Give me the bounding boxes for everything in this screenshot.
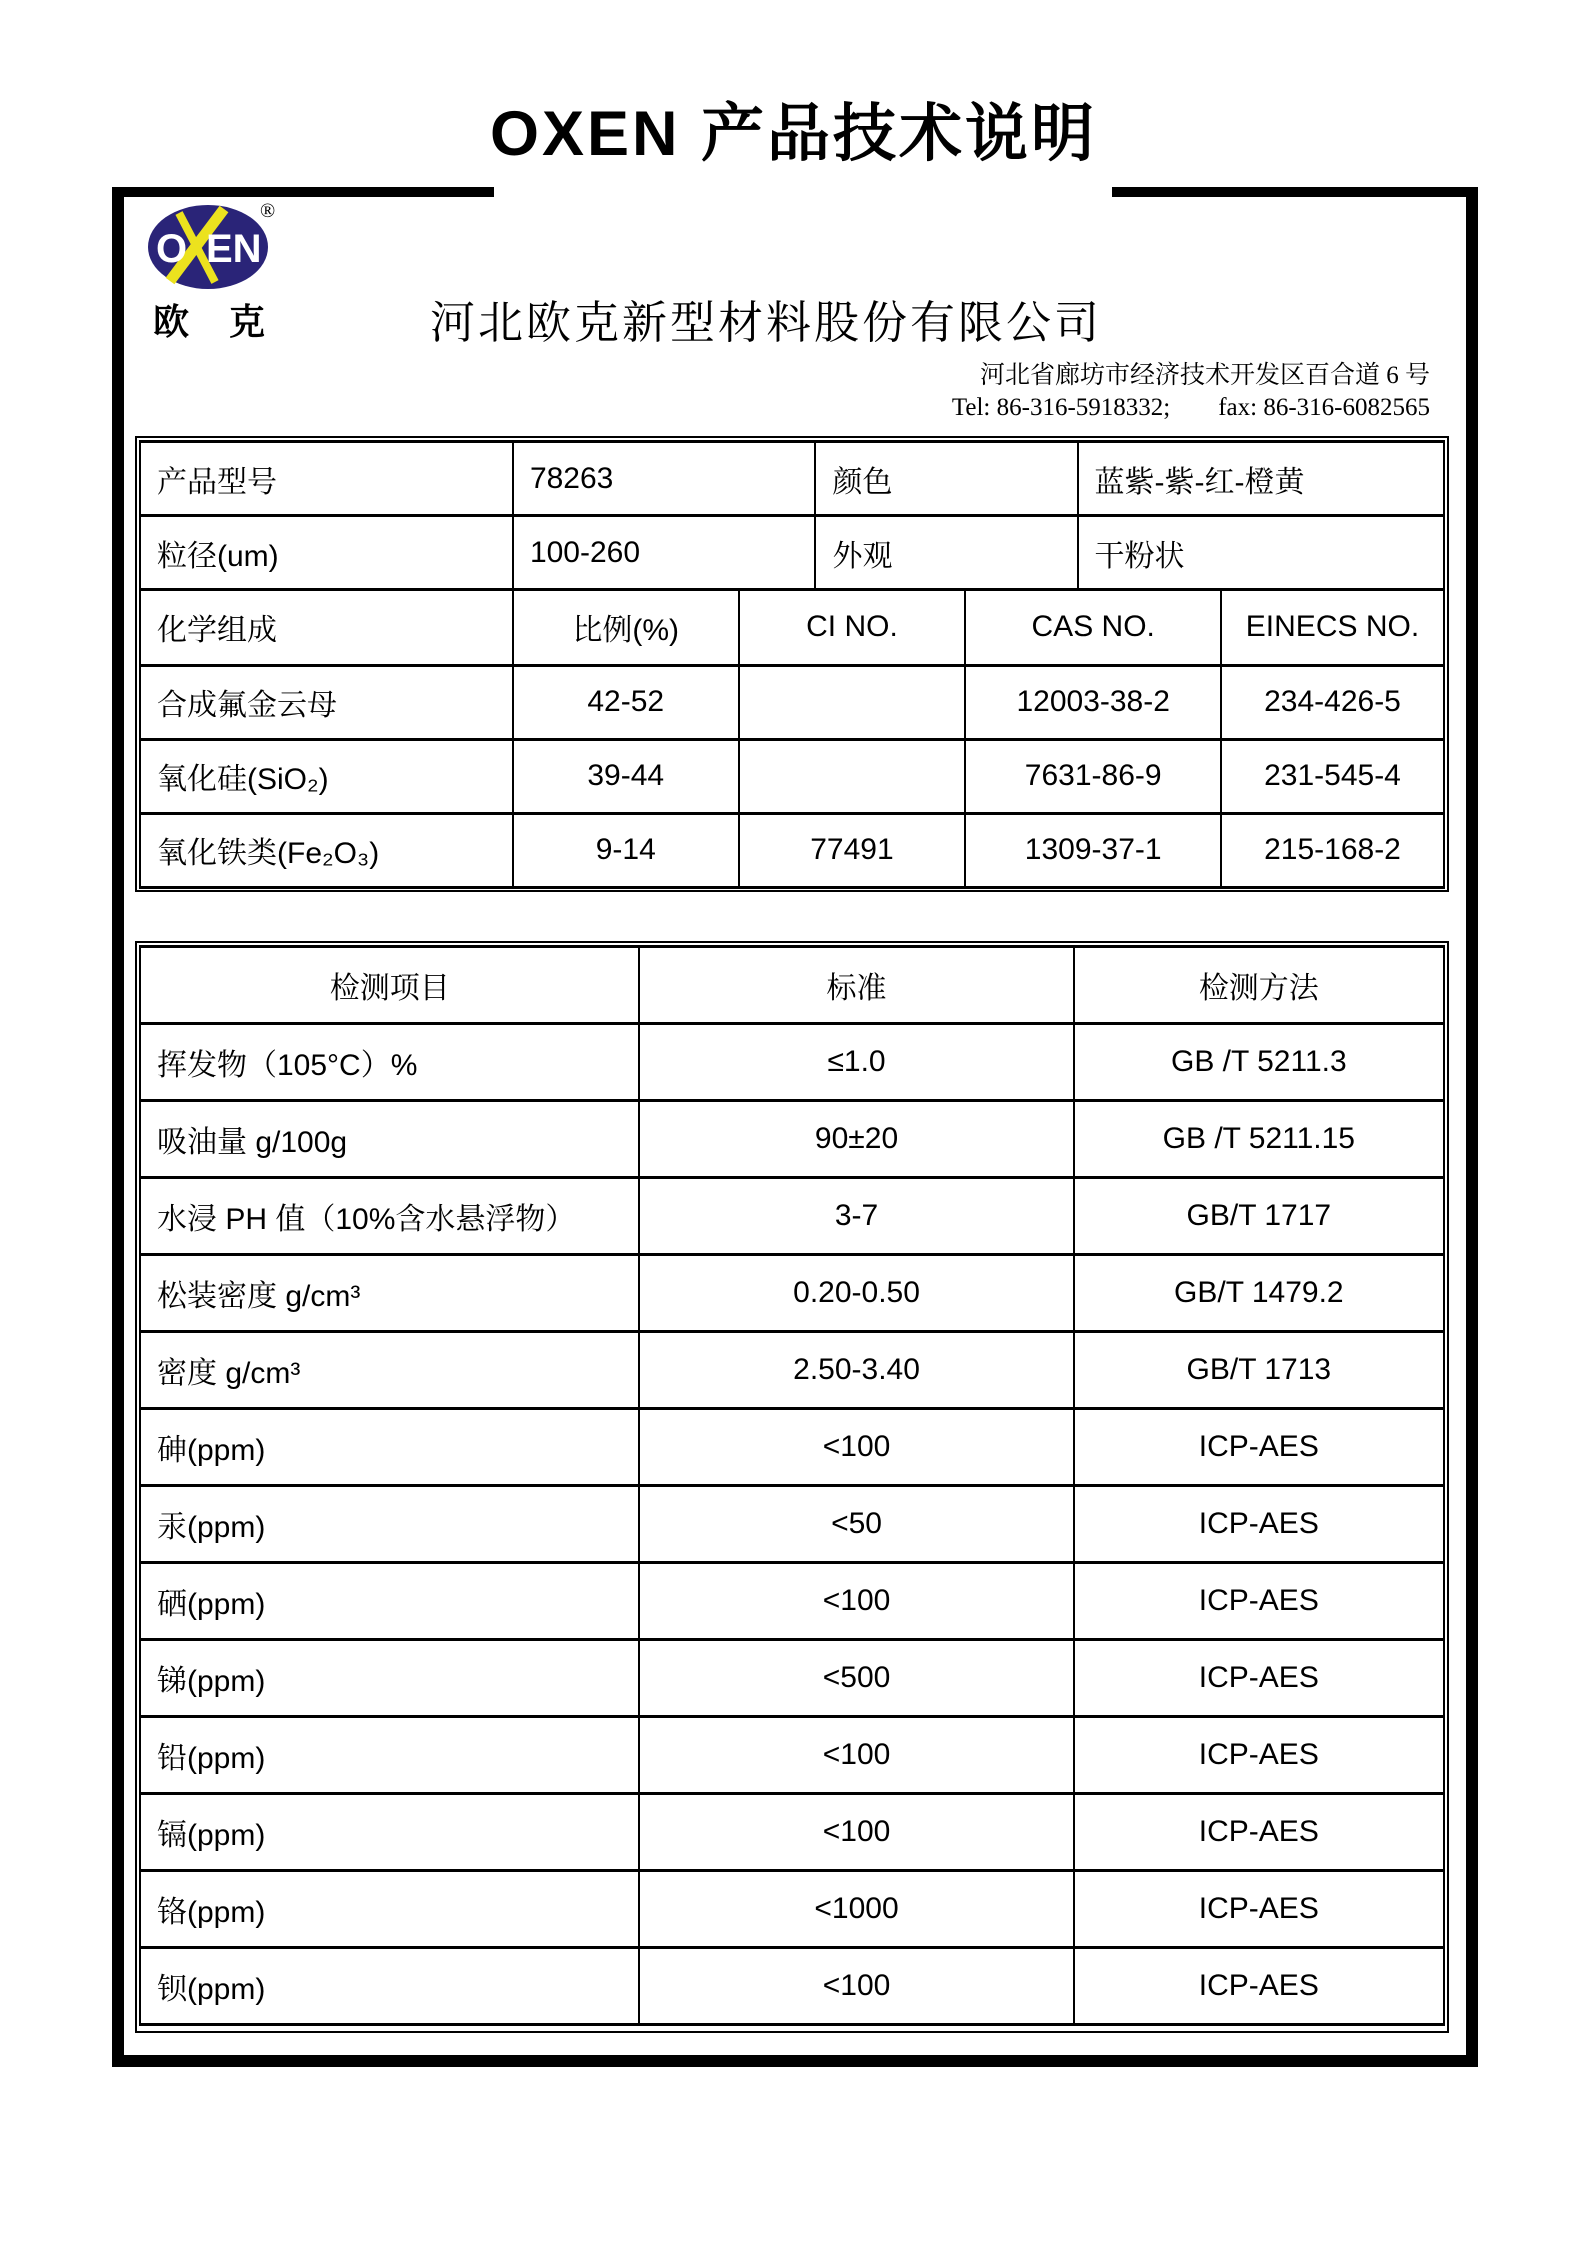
table-cell: <50 (639, 1486, 1073, 1563)
logo-char-left: 欧 (153, 301, 190, 342)
table-cell: 松装密度 g/cm³ (140, 1255, 639, 1332)
fax-number: fax: 86-316-6082565 (1218, 394, 1430, 421)
table-cell: 9-14 (513, 813, 739, 887)
table-row (140, 1101, 1444, 1178)
table-row (140, 665, 1444, 739)
company-name: 河北欧克新型材料股份有限公司 (430, 298, 1103, 348)
table-cell: 水浸 PH 值（10%含水悬浮物） (140, 1178, 639, 1255)
table-cell: 粒径(um) (140, 516, 513, 590)
table-cell: 合成氟金云母 (140, 665, 513, 739)
table-cell: ICP-AES (1074, 1794, 1444, 1871)
logo-letters-en: EN (206, 227, 262, 271)
table-cell: 231-545-4 (1221, 739, 1444, 813)
company-phone-line (952, 392, 1430, 424)
table-cell: ICP-AES (1074, 1948, 1444, 2025)
table-row (140, 739, 1444, 813)
table-row (140, 1024, 1444, 1101)
table-cell: 1309-37-1 (965, 813, 1221, 887)
product-spec-table (135, 436, 1449, 892)
logo-char-right: 克 (228, 301, 265, 342)
table-row (140, 1871, 1444, 1948)
table-header-row (140, 591, 1444, 665)
table-cell: <100 (639, 1794, 1073, 1871)
table-row (140, 813, 1444, 887)
table-cell: ICP-AES (1074, 1409, 1444, 1486)
table-cell: <100 (639, 1409, 1073, 1486)
table-cell: GB/T 1717 (1074, 1178, 1444, 1255)
table-cell: 78263 (513, 442, 816, 516)
title-rule-right (1112, 187, 1478, 197)
table-cell: 90±20 (639, 1101, 1073, 1178)
table-cell: 检测项目 (140, 947, 639, 1024)
table-cell: 吸油量 g/100g (140, 1101, 639, 1178)
table-row (140, 516, 1444, 590)
table-cell: CAS NO. (965, 591, 1221, 665)
logo-chinese-name (153, 294, 265, 345)
company-logo (146, 203, 274, 291)
tel-number: Tel: 86-316-5918332; (951, 394, 1171, 421)
table-cell: 0.20-0.50 (639, 1255, 1073, 1332)
table-cell: 234-426-5 (1221, 665, 1444, 739)
table-header-row (140, 947, 1444, 1024)
table-cell: 密度 g/cm³ (140, 1332, 639, 1409)
table-cell: ICP-AES (1074, 1717, 1444, 1794)
table-row (140, 1717, 1444, 1794)
table-cell: 39-44 (513, 739, 739, 813)
table-cell: CI NO. (739, 591, 966, 665)
table-row (140, 1332, 1444, 1409)
table-cell: 镉(ppm) (140, 1794, 639, 1871)
table-cell: EINECS NO. (1221, 591, 1444, 665)
page-title: OXEN 产品技术说明 (489, 99, 1098, 169)
registered-trademark-icon: ® (260, 200, 276, 222)
table-cell: GB/T 1479.2 (1074, 1255, 1444, 1332)
table-cell: 蓝紫-紫-红-橙黄 (1078, 442, 1444, 516)
test-items-table (135, 941, 1449, 2033)
title-rule-left (112, 187, 494, 197)
page-border-bottom (112, 2055, 1478, 2067)
table-cell: 硒(ppm) (140, 1563, 639, 1640)
table-cell: 挥发物（105°C）% (140, 1024, 639, 1101)
test-items-grid (139, 945, 1445, 2026)
table-cell (739, 665, 966, 739)
table-cell: 氧化铁类(Fe₂O₃) (140, 813, 513, 887)
table-row (140, 1640, 1444, 1717)
table-cell: <100 (639, 1948, 1073, 2025)
product-info-grid (139, 440, 1445, 591)
table-cell: 砷(ppm) (140, 1409, 639, 1486)
table-cell: 颜色 (815, 442, 1077, 516)
logo-letter-o: O (156, 227, 188, 271)
table-cell: 12003-38-2 (965, 665, 1221, 739)
table-cell: <100 (639, 1563, 1073, 1640)
table-row (140, 1255, 1444, 1332)
table-cell: 100-260 (513, 516, 816, 590)
table-cell: 外观 (815, 516, 1077, 590)
table-cell: 检测方法 (1074, 947, 1444, 1024)
table-cell: 铬(ppm) (140, 1871, 639, 1948)
table-row (140, 1486, 1444, 1563)
table-cell: 钡(ppm) (140, 1948, 639, 2025)
table-cell: ≤1.0 (639, 1024, 1073, 1101)
table-cell (739, 739, 966, 813)
table-cell: 干粉状 (1078, 516, 1444, 590)
company-address: 河北省廊坊市经济技术开发区百合道 6 号 (979, 362, 1430, 389)
table-cell: ICP-AES (1074, 1486, 1444, 1563)
table-cell: 汞(ppm) (140, 1486, 639, 1563)
composition-grid (139, 591, 1445, 889)
table-row (140, 1178, 1444, 1255)
table-cell: 7631-86-9 (965, 739, 1221, 813)
table-cell: ICP-AES (1074, 1640, 1444, 1717)
table-cell: 标准 (639, 947, 1073, 1024)
table-cell: 比例(%) (513, 591, 739, 665)
table-cell: GB/T 1713 (1074, 1332, 1444, 1409)
table-cell: ICP-AES (1074, 1563, 1444, 1640)
table-cell: 化学组成 (140, 591, 513, 665)
oxen-logo-icon (146, 203, 274, 291)
table-cell: <100 (639, 1717, 1073, 1794)
table-cell: 215-168-2 (1221, 813, 1444, 887)
page-border-left (112, 187, 124, 2067)
table-cell: 氧化硅(SiO₂) (140, 739, 513, 813)
table-cell: 3-7 (639, 1178, 1073, 1255)
table-cell: ICP-AES (1074, 1871, 1444, 1948)
table-cell: 42-52 (513, 665, 739, 739)
table-cell: GB /T 5211.15 (1074, 1101, 1444, 1178)
table-cell: GB /T 5211.3 (1074, 1024, 1444, 1101)
table-cell: 锑(ppm) (140, 1640, 639, 1717)
table-cell: 产品型号 (140, 442, 513, 516)
table-cell: <500 (639, 1640, 1073, 1717)
table-cell: 77491 (739, 813, 966, 887)
table-cell: <1000 (639, 1871, 1073, 1948)
table-row (140, 442, 1444, 516)
company-contact-block (952, 360, 1430, 424)
table-cell: 2.50-3.40 (639, 1332, 1073, 1409)
page-border-right (1466, 187, 1478, 2067)
table-row (140, 1409, 1444, 1486)
table-row (140, 1563, 1444, 1640)
table-cell: 铅(ppm) (140, 1717, 639, 1794)
table-row (140, 1794, 1444, 1871)
table-row (140, 1948, 1444, 2025)
